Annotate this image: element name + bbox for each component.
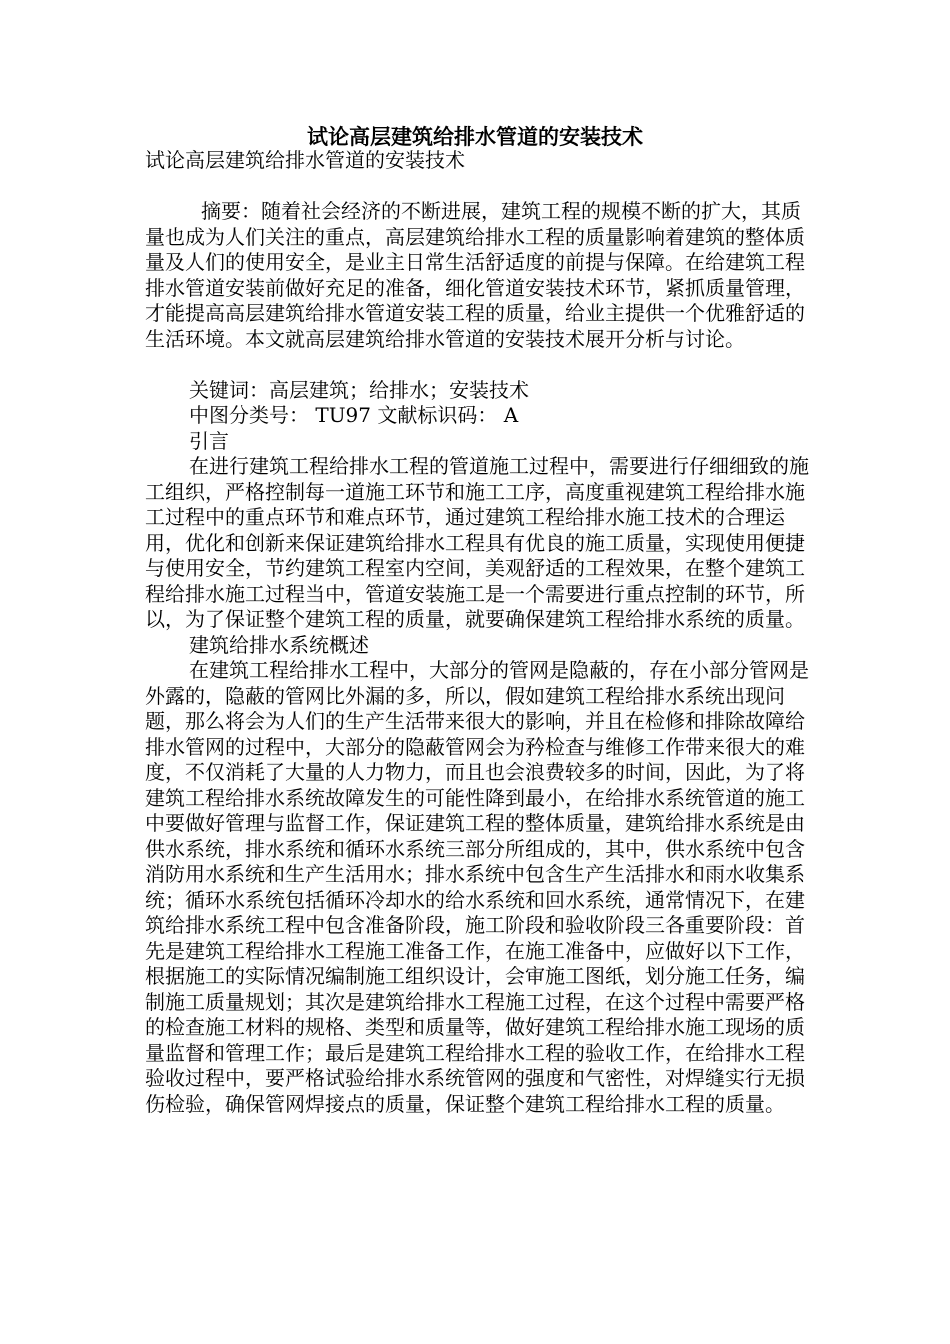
keywords-line: 关键词：高层建筑；给排水；安装技术 xyxy=(189,377,529,402)
intro-heading: 引言 xyxy=(189,428,229,453)
document-body xyxy=(145,148,810,1117)
abstract-paragraph: 摘要：随着社会经济的不断进展，建筑工程的规模不断的扩大，其质量也成为人们关注的重点，高层建筑给排水工程的质量影响着建筑的整体质量及人们的使用安全，是业主日常生活舒适度的前提与保障。在给建筑工程排水管道安装前做好充足的准备，细化管道安装技术环节，紧抓质量管理，才能提高高层建筑给排水管道安装工程的质量，给业主提供一个优雅舒适的生活环境。本文就高层建筑给排水管道的安装技术展开分析与讨论。 xyxy=(145,199,805,351)
document-title: 试论高层建筑给排水管道的安装技术 xyxy=(307,124,643,149)
document-subtitle: 试论高层建筑给排水管道的安装技术 xyxy=(145,148,465,172)
intro-paragraph: 在进行建筑工程给排水工程的管道施工过程中，需要进行仔细细致的施工组织，严格控制每一道施工环节和施工工序，高度重视建筑工程给排水施工过程中的重点环节和难点环节，通过建筑工程给排水施工技术的合理运用，优化和创新来保证建筑给排水工程具有优良的施工质量，实现使用便捷与使用安全，节约建筑工程室内空间，美观舒适的工程效果，在整个建筑工程给排水施工过程当中，管道安装施工是一个需要进行重点控制的环节，所以，为了保证整个建筑工程的质量，就要确保建筑工程给排水系统的质量。 xyxy=(145,454,809,631)
blank-line xyxy=(145,174,810,200)
section-paragraph: 在建筑工程给排水工程中，大部分的管网是隐蔽的，存在小部分管网是外露的，隐蔽的管网比外漏的多，所以，假如建筑工程给排水系统出现问题，那么将会为人们的生产生活带来很大的影响，并且在检修和排除故障给排水管网的过程中，大部分的隐蔽管网会为矜检查与维修工作带来很大的难度，不仅消耗了大量的人力物力，而且也会浪费较多的时间，因此，为了将建筑工程给排水系统故障发生的可能性降到最小，在给排水系统管道的施工中要做好管理与监督工作，保证建筑工程的整体质量，建筑给排水系统是由供水系统，排水系统和循环水系统三部分所组成的，其中，供水系统中包含消防用水系统和生产生活用水；排水系统中包含生产生活排水和雨水收集系统；循环水系统包括循环冷却水的给水系统和回水系统，通常情况下，在建筑给排水系统工程中包含准备阶段，施工阶段和验收阶段三各重要阶段：首先是建筑工程给排水工程施工准备工作，在施工准备中，应做好以下工作，根据施工的实际情况编制施工组织设计，会审施工图纸，划分施工任务，编制施工质量规划；其次是建筑给排水工程施工过程，在这个过程中需要严格的检查施工材料的规格、类型和质量等，做好建筑工程给排水施工现场的质量监督和管理工作；最后是建筑工程给排水工程的验收工作，在给排水工程验收过程中，要严格试验给排水系统管网的强度和气密性，对焊缝实行无损伤检验，确保管网焊接点的质量，保证整个建筑工程给排水工程的质量。 xyxy=(145,658,809,1116)
classification-line: 中图分类号： TU97 文献标识码： A xyxy=(189,403,519,427)
section-heading: 建筑给排水系统概述 xyxy=(189,632,369,657)
blank-line xyxy=(145,352,810,378)
